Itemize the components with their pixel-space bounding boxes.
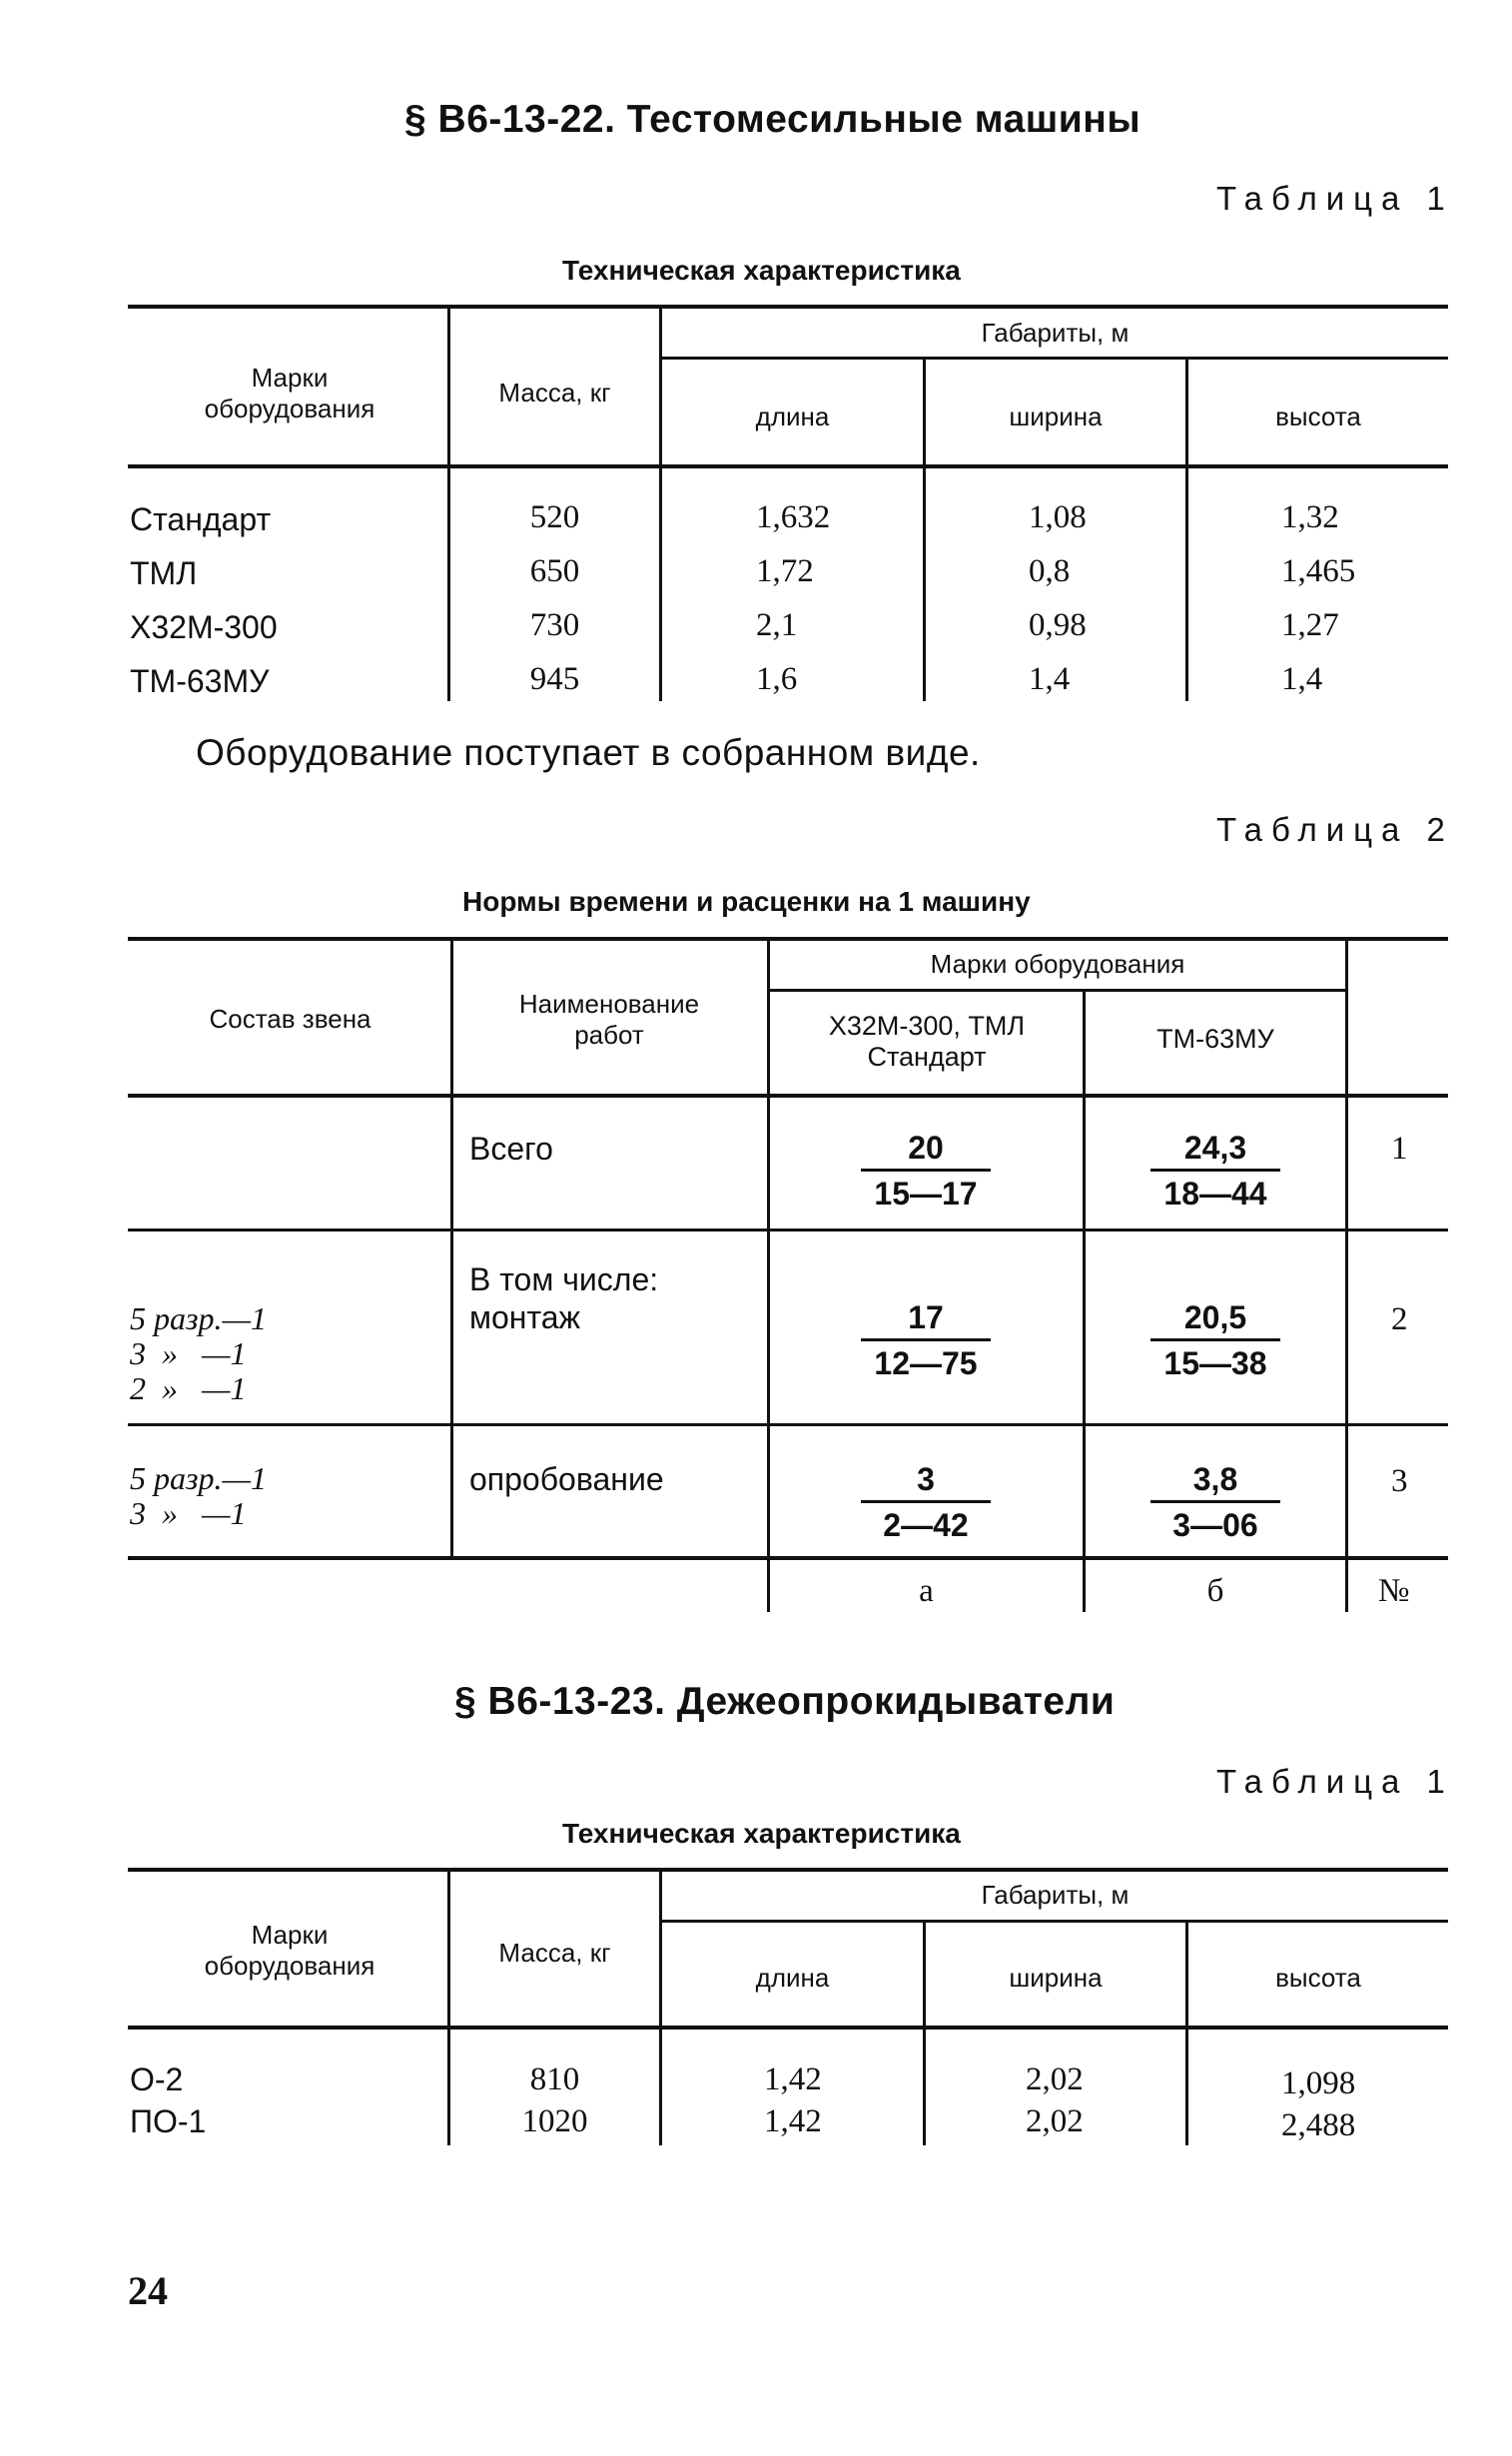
crew-line: 3 » —1 bbox=[130, 1335, 247, 1371]
s1t1-length: 1,72 bbox=[756, 553, 814, 589]
s1t1-brand: ТМЛ bbox=[130, 555, 198, 591]
s2-table1-label: Таблица 1 bbox=[1216, 1763, 1454, 1800]
s1t1-height: 1,27 bbox=[1281, 607, 1339, 643]
s1-table1-title: Техническая характеристика bbox=[562, 255, 961, 286]
crew-line: 5 разр.—1 bbox=[130, 1460, 267, 1496]
s2t1-header-width: ширина bbox=[1009, 1963, 1103, 1993]
s1t1-header-width: ширина bbox=[1009, 402, 1103, 431]
page-number: 24 bbox=[128, 2268, 168, 2313]
time-norm: 3,8 bbox=[1192, 1461, 1238, 1497]
s2t1-mass: 810 bbox=[529, 2061, 580, 2097]
section2-title: § В6-13-23. Дежеопрокидыватели bbox=[454, 1680, 1116, 1723]
s1t1-mass: 945 bbox=[529, 661, 580, 697]
s1t1-brand: ТМ-63МУ bbox=[130, 663, 270, 699]
rate: 2—42 bbox=[883, 1507, 969, 1543]
time-norm: 20 bbox=[908, 1130, 944, 1166]
rate: 3—06 bbox=[1172, 1507, 1258, 1543]
s1t1-brand: Стандарт bbox=[130, 501, 272, 537]
assembly-note: Оборудование поступает в собранном виде. bbox=[196, 732, 981, 773]
s1t1-height: 1,32 bbox=[1281, 499, 1339, 535]
s2t1-header-dims: Габариты, м bbox=[981, 1880, 1130, 1910]
s2t1-mass: 1020 bbox=[521, 2103, 588, 2139]
crew-line: 3 » —1 bbox=[130, 1495, 247, 1531]
s2t1-header-height: высота bbox=[1275, 1963, 1361, 1993]
s1t1-width: 0,8 bbox=[1029, 553, 1071, 589]
s1t1-mass: 520 bbox=[529, 499, 580, 535]
rate: 15—38 bbox=[1163, 1345, 1267, 1381]
s2t1-header-brand: Марки оборудования bbox=[204, 1920, 376, 1981]
crew-line: 5 разр.—1 bbox=[130, 1300, 267, 1336]
s1t2-work: Всего bbox=[469, 1131, 553, 1167]
norm-fraction-a bbox=[841, 1458, 1011, 1545]
time-norm: 24,3 bbox=[1183, 1130, 1247, 1166]
row-number: 3 bbox=[1391, 1463, 1408, 1499]
s1-table2-label: Таблица 2 bbox=[1216, 811, 1454, 848]
s1t2-work: опробование bbox=[469, 1461, 664, 1497]
s1t1-length: 1,632 bbox=[756, 499, 831, 535]
s1t1-header-dims: Габариты, м bbox=[981, 318, 1130, 348]
s1t2-header-col-a: Х32М-300, ТМЛ Стандарт bbox=[828, 1011, 1026, 1072]
s2t1-length: 1,42 bbox=[764, 2103, 822, 2139]
s2t1-header-length: длина bbox=[755, 1963, 830, 1993]
s1t2-header-brands: Марки оборудования bbox=[930, 949, 1185, 979]
norm-fraction-a bbox=[841, 1127, 1011, 1214]
section1-title: § В6-13-22. Тестомесильные машины bbox=[404, 98, 1141, 141]
s1t2-header-col-b: ТМ-63МУ bbox=[1156, 1024, 1274, 1054]
norm-fraction-b bbox=[1131, 1296, 1300, 1383]
s1-table1-label: Таблица 1 bbox=[1216, 180, 1454, 217]
time-norm: 20,5 bbox=[1183, 1299, 1247, 1335]
s2-table1-title: Техническая характеристика bbox=[562, 1818, 961, 1849]
s2t1-brand: ПО-1 bbox=[130, 2103, 207, 2139]
s1t1-header-length: длина bbox=[755, 402, 830, 431]
s1t1-header-height: высота bbox=[1275, 402, 1361, 431]
s1t1-width: 1,08 bbox=[1029, 499, 1087, 535]
crew-line: 2 » —1 bbox=[130, 1370, 247, 1406]
s1t1-mass: 650 bbox=[529, 553, 580, 589]
s1t1-header-brand: Марки оборудования bbox=[204, 363, 376, 423]
s2t1-width: 2,02 bbox=[1026, 2061, 1084, 2097]
norm-fraction-b bbox=[1131, 1127, 1300, 1214]
rate: 18—44 bbox=[1163, 1176, 1267, 1212]
s1t1-mass: 730 bbox=[529, 607, 580, 643]
s1t1-height: 1,465 bbox=[1281, 553, 1356, 589]
s1t1-length: 2,1 bbox=[756, 607, 798, 643]
s2t1-width: 2,02 bbox=[1026, 2103, 1084, 2139]
column-label-b: б bbox=[1206, 1573, 1224, 1609]
s1t1-header-mass: Масса, кг bbox=[498, 378, 611, 408]
s2t1-height: 2,488 bbox=[1281, 2107, 1356, 2143]
norm-fraction-a bbox=[841, 1296, 1011, 1383]
time-norm: 3 bbox=[917, 1461, 935, 1497]
s2t1-header-mass: Масса, кг bbox=[498, 1938, 611, 1968]
norm-fraction-b bbox=[1131, 1458, 1300, 1545]
row-number: 1 bbox=[1391, 1131, 1408, 1167]
s1t2-work: В том числе: монтаж bbox=[469, 1261, 659, 1335]
time-norm: 17 bbox=[908, 1299, 944, 1335]
s1t1-width: 1,4 bbox=[1029, 661, 1071, 697]
s2t1-length: 1,42 bbox=[764, 2061, 822, 2097]
row-number: 2 bbox=[1391, 1301, 1408, 1337]
rate: 15—17 bbox=[874, 1176, 978, 1212]
column-label-no: № bbox=[1378, 1573, 1410, 1609]
s1t1-brand: Х32М-300 bbox=[130, 609, 278, 645]
column-label-a: а bbox=[919, 1573, 934, 1609]
rate: 12—75 bbox=[874, 1345, 978, 1381]
s1t2-header-work: Наименование работ bbox=[518, 989, 700, 1050]
s1t1-height: 1,4 bbox=[1281, 661, 1323, 697]
s1-table2-title: Нормы времени и расценки на 1 машину bbox=[462, 886, 1031, 917]
s1t1-width: 0,98 bbox=[1029, 607, 1087, 643]
s2t1-brand: О-2 bbox=[130, 2061, 184, 2097]
s2t1-height: 1,098 bbox=[1281, 2065, 1356, 2101]
s1t2-header-crew: Состав звена bbox=[209, 1004, 372, 1034]
s1t1-length: 1,6 bbox=[756, 661, 798, 697]
